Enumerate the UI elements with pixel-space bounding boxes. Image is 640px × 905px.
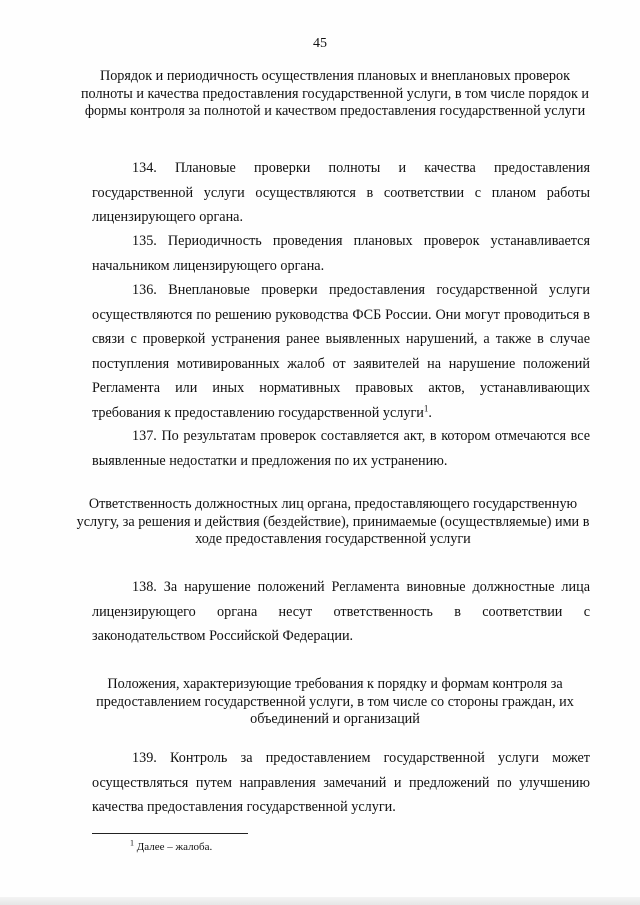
paragraph-137: 137. По результатам проверок составляется акт, в котором отмечаются все выявленные недостатки и предложения по их устранению. (92, 428, 590, 469)
paragraph-135: 135. Периодичность проведения плановых проверок устанавливается начальником лицензирующего органа. (92, 233, 590, 274)
section-heading-responsibility: Ответственность должностных лиц органа, предоставляющего государственную услугу, за решения и действия (бездействие), принимаемые (осуществляемые) ими в ходе предоставления государственной услуги (76, 496, 590, 547)
footnote-divider (92, 833, 248, 834)
paragraph-136-text: 136. Внеплановые проверки предоставления государственной услуги осуществляются по решению руководства ФСБ России. Они могут проводиться в связи с проверкой устранения ранее выявленных нарушений, а также в случае поступления мотивированных жалоб от заявителей на нарушение положений Регламента или иных нормативных правовых актов, устанавливающих требования к предоставлению государственной услуги (92, 282, 590, 421)
footnote (130, 840, 212, 854)
page-number: 45 (313, 36, 327, 51)
scan-bottom-edge (0, 897, 640, 905)
section-heading-inspections: Порядок и периодичность осуществления плановых и внеплановых проверок полноты и качества предоставления государственной услуги, в том числе порядок и формы контроля за полнотой и качеством предоставления государственной услуги (80, 68, 590, 119)
footnote-mark: 1 (130, 838, 134, 848)
footnote-reference[interactable]: 1 (423, 402, 429, 413)
paragraph-139: 139. Контроль за предоставлением государственной услуги может осуществляться путем направления замечаний и предложений по улучшению качества предоставления государственной услуги. (92, 750, 590, 815)
paragraph-138: 138. За нарушение положений Регламента виновные должностные лица лицензирующего органа несут ответственность в соответствии с законодательством Российской Федерации. (92, 579, 590, 644)
section-heading-control-provisions: Положения, характеризующие требования к порядку и формам контроля за предоставлением государственной услуги, в том числе со стороны граждан, их объединений и организаций (96, 676, 574, 727)
paragraph-136-end: . (428, 404, 432, 421)
paragraph-136 (92, 278, 590, 425)
footnote-text: Далее – жалоба. (134, 841, 213, 853)
paragraph-134: 134. Плановые проверки полноты и качества предоставления государственной услуги осуществляются в соответствии с планом работы лицензирующего органа. (92, 160, 590, 225)
